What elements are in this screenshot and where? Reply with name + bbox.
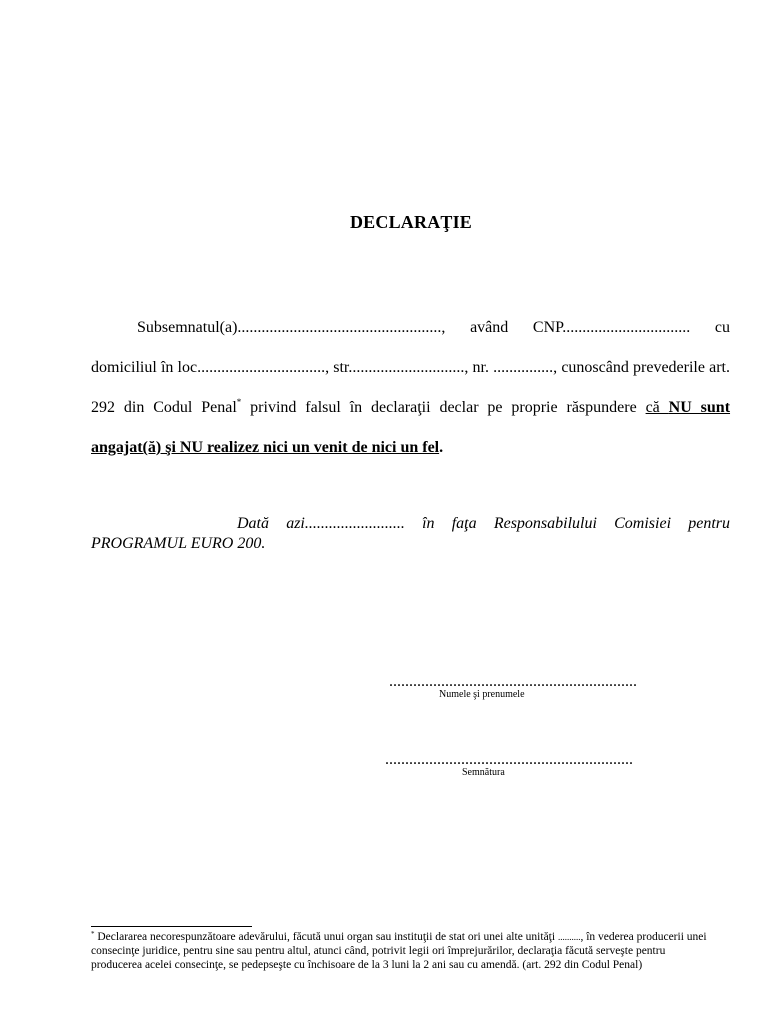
name-caption: Numele şi prenumele bbox=[439, 689, 525, 700]
date-statement-text: Dată azi......................... în faţa Responsabilului Comisiei pentru PROGRAMUL EURO 200. bbox=[91, 515, 730, 552]
signature-line: .............................................................. bbox=[385, 751, 633, 768]
paragraph-text-part1: Subsemnatul(a)..................................................., având CNP................................ cu domiciliul în loc................................, str............................., nr. ..............., cunoscând prevederile art. 292 din Codul Penal bbox=[91, 319, 730, 416]
declaration-paragraph bbox=[91, 308, 730, 468]
date-statement bbox=[91, 514, 730, 554]
footnote bbox=[91, 930, 713, 973]
footnote-text-end: , în vederea producerii unei consecinţe juridice, pentru sine sau pentru altul, atunci când, potrivit legii ori împrejurărilor, declaraţia făcută serveşte pentru producerea acelei consecinţe, se pedepseşte cu închisoare de la 3 luni la 2 ani sau cu amendă. (art. 292 din Codul Penal) bbox=[91, 931, 707, 972]
declaration-emphasis: NU sunt angajat(ă) şi NU realizez nici un venit de nici un fel bbox=[91, 399, 731, 456]
footnote-marker: * bbox=[236, 397, 242, 407]
footnote-text-start: Declararea necorespunzătoare adevărului, făcută unui organ sau instituţii de stat ori unei alte unităţi bbox=[94, 931, 558, 943]
paragraph-text-part2: privind falsul în declaraţii declar pe proprie răspundere bbox=[241, 399, 646, 416]
footnote-text-marker: * bbox=[91, 930, 95, 938]
paragraph-closing: . bbox=[439, 439, 444, 456]
name-line: .............................................................. bbox=[389, 673, 637, 690]
document-title: DECLARAŢIE bbox=[349, 212, 473, 232]
signature-caption: Semnătura bbox=[462, 767, 505, 778]
footnote-dots: .......... bbox=[557, 932, 581, 942]
footnote-separator bbox=[91, 926, 252, 927]
declaration-prefix: că bbox=[645, 399, 669, 416]
